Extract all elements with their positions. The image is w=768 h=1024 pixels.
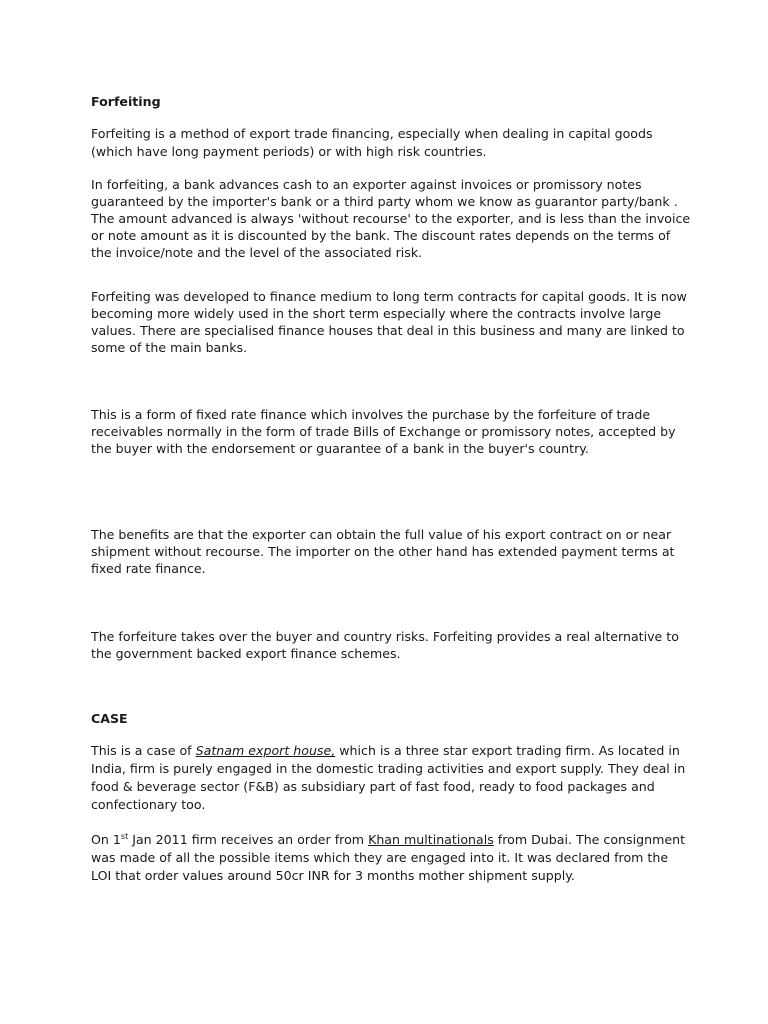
paragraph-definition: Forfeiting is a method of export trade financing, especially when dealing in capital goods (which have long payment periods) or with high risk countries. bbox=[91, 126, 653, 159]
paragraph-fixed-rate: This is a form of fixed rate finance which involves the purchase by the forfeiture of trade receivables normally in the form of trade Bills of Exchange or promissory notes, accepted by the buyer with the endorsement or guarantee of a bank in the buyer's country. bbox=[91, 407, 676, 456]
case-intro-text-start: This is a case of bbox=[91, 743, 196, 758]
order-text-end: from Dubai. The consignment was made of all the possible items which they are engaged into it. It was declared from the LOI that order values around 50cr INR for 3 months mother shipment supply. bbox=[91, 832, 686, 883]
heading-forfeiting: Forfeiting bbox=[91, 94, 161, 109]
client-name-link[interactable]: Khan multinationals bbox=[368, 832, 494, 847]
order-text-middle: Jan 2011 firm receives an order from bbox=[128, 832, 369, 847]
paragraph-order bbox=[91, 831, 691, 885]
paragraph-bank-advance: In forfeiting, a bank advances cash to an exporter against invoices or promissory notes guaranteed by the importer's bank or a third party whom we know as guarantor party/bank . The amount advanced is always 'without recourse' to the exporter, and is less than the invoice or note amount as it is discounted by the bank. The discount rates depends on the terms of the invoice/note and the level of the associated risk. bbox=[91, 177, 691, 260]
paragraph-risks: The forfeiture takes over the buyer and country risks. Forfeiting provides a real alternative to the government backed export finance schemes. bbox=[91, 629, 679, 661]
order-text-start: On 1 bbox=[91, 832, 121, 847]
ordinal-superscript: st bbox=[120, 832, 129, 841]
paragraph-benefits: The benefits are that the exporter can obtain the full value of his export contract on or near shipment without recourse. The importer on the other hand has extended payment terms at fixed rate finance. bbox=[91, 527, 675, 576]
heading-case: CASE bbox=[91, 711, 128, 726]
paragraph-development: Forfeiting was developed to finance medium to long term contracts for capital goods. It is now becoming more widely used in the short term especially where the contracts involve large values. There are specialised finance houses that deal in this business and many are linked to some of the main banks. bbox=[91, 289, 687, 355]
case-intro-text-end: which is a three star export trading firm. As located in India, firm is purely engaged in the domestic trading activities and export supply. They deal in food & beverage sector (F&B) as subsidiary part of fast food, ready to food packages and confectionary too. bbox=[91, 743, 686, 812]
paragraph-case-intro bbox=[91, 742, 691, 814]
company-name-link[interactable]: Satnam export house, bbox=[195, 743, 336, 758]
